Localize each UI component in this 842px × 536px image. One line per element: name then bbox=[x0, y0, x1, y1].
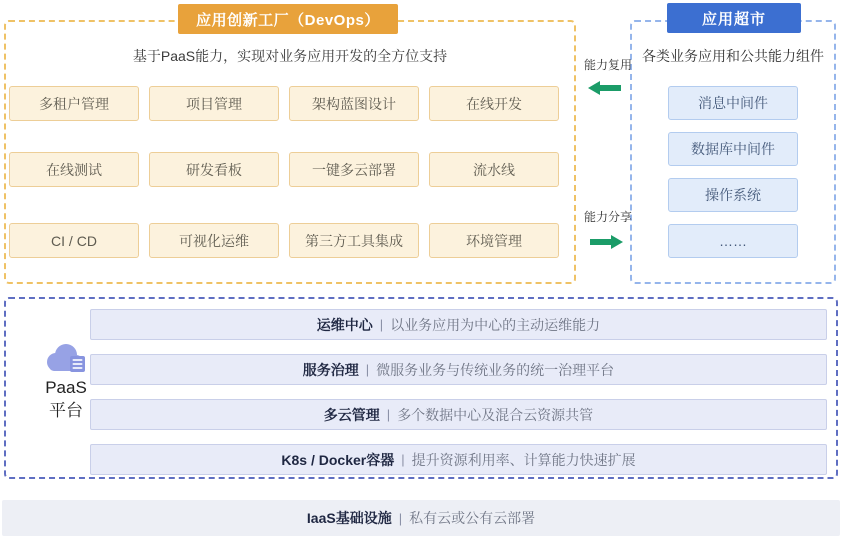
paas-row-ops-center bbox=[90, 309, 827, 340]
paas-row-k8s-docker bbox=[90, 444, 827, 475]
paas-row-title: 多云管理 bbox=[323, 406, 380, 423]
paas-row-desc: 微服务业务与传统业务的统一治理平台 bbox=[376, 361, 615, 378]
devops-capability-cicd: CI / CD bbox=[9, 223, 139, 258]
iaas-desc: 私有云或公有云部署 bbox=[409, 510, 536, 526]
devops-capability-project-mgmt: 项目管理 bbox=[149, 86, 279, 121]
separator: | bbox=[379, 317, 384, 332]
market-item-message-middleware: 消息中间件 bbox=[668, 86, 798, 120]
app-market-subtitle: 各类业务应用和公共能力组件 bbox=[642, 48, 824, 64]
devops-capability-row bbox=[9, 86, 559, 121]
devops-panel-subtitle: 基于PaaS能力，实现对业务应用开发的全方位支持 bbox=[132, 48, 448, 64]
paas-row-desc: 多个数据中心及混合云资源共管 bbox=[397, 406, 594, 423]
devops-capability-rd-kanban: 研发看板 bbox=[149, 152, 279, 187]
devops-capability-online-dev: 在线开发 bbox=[429, 86, 559, 121]
paas-row-title: 运维中心 bbox=[316, 316, 373, 333]
cloud-icon bbox=[43, 342, 89, 375]
devops-capability-row bbox=[9, 152, 559, 187]
separator: | bbox=[398, 510, 403, 526]
capability-reuse-arrow-left-icon bbox=[588, 81, 621, 95]
market-item-ellipsis: …… bbox=[668, 224, 798, 258]
separator: | bbox=[401, 452, 405, 467]
paas-row-desc: 以业务应用为中心的主动运维能力 bbox=[390, 316, 601, 333]
paas-row-service-governance bbox=[90, 354, 827, 385]
paas-label-zh: 平台 bbox=[49, 401, 83, 420]
devops-capability-multicloud-deploy: 一键多云部署 bbox=[289, 152, 419, 187]
separator: | bbox=[365, 362, 370, 377]
devops-capability-online-test: 在线测试 bbox=[9, 152, 139, 187]
devops-capability-row bbox=[9, 223, 559, 258]
paas-row-desc: 提升资源利用率、计算能力快速扩展 bbox=[411, 451, 636, 468]
capability-share-label: 能力分享 bbox=[583, 210, 632, 224]
app-market-title: 应用超市 bbox=[667, 3, 801, 33]
capability-reuse-label: 能力复用 bbox=[583, 58, 632, 72]
devops-panel-title: 应用创新工厂（DevOps） bbox=[178, 4, 398, 34]
paas-row-multicloud-mgmt bbox=[90, 399, 827, 430]
devops-capability-thirdparty-tools: 第三方工具集成 bbox=[289, 223, 419, 258]
paas-label-en: PaaS bbox=[45, 378, 87, 397]
devops-capability-visual-ops: 可视化运维 bbox=[149, 223, 279, 258]
market-item-os: 操作系统 bbox=[668, 178, 798, 212]
devops-capability-multitenant: 多租户管理 bbox=[9, 86, 139, 121]
devops-capability-blueprint-design: 架构蓝图设计 bbox=[289, 86, 419, 121]
iaas-title: IaaS基础设施 bbox=[306, 510, 392, 526]
devops-capability-pipeline: 流水线 bbox=[429, 152, 559, 187]
separator: | bbox=[386, 407, 391, 422]
market-item-db-middleware: 数据库中间件 bbox=[668, 132, 798, 166]
iaas-infrastructure-bar bbox=[2, 500, 840, 536]
capability-share-arrow-right-icon bbox=[590, 235, 623, 249]
app-market-list bbox=[630, 86, 836, 258]
paas-row-title: 服务治理 bbox=[302, 361, 359, 378]
devops-capability-env-mgmt: 环境管理 bbox=[429, 223, 559, 258]
paas-row-title: K8s / Docker容器 bbox=[281, 451, 395, 468]
